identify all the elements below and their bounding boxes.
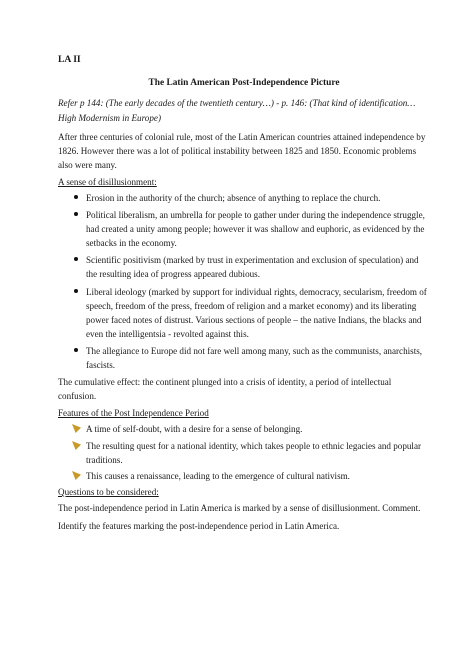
list-item-text: The resulting quest for a national identity, which takes people to ethnic legacies and popular traditions. [86,440,422,465]
doc-heading: LA II [58,54,81,65]
bullet-icon [74,212,78,216]
arrow-bullet-icon [72,441,81,450]
questions-heading: Questions to be considered: [58,486,159,497]
question-item: Identify the features marking the post-independence period in Latin America. [58,520,340,531]
intro-paragraph: After three centuries of colonial rule, most of the Latin American countries attained independence by 1826. However there was a lot of political instability between 1825 and 1850. Economic problems also were many. [58,131,426,170]
list-item [58,208,430,250]
list-item-text: A time of self-doubt, with a desire for a sense of belonging. [86,424,303,435]
question-item: The post-independence period in Latin America is marked by a sense of disillusionment. Comment. [58,502,421,513]
reference-prefix: Refer p 144 [58,98,101,109]
document-body [58,53,430,537]
list-item-text: Scientific positivism (marked by trust in experimentation and exclusion of speculation) and the resulting idea of progress appeared dubious. [86,255,419,280]
reference-line [58,96,430,124]
list-item [58,191,430,205]
list-item-text: This causes a renaissance, leading to the emergence of cultural nativism. [86,470,350,481]
list-item-text: Liberal ideology (marked by support for individual rights, democracy, secularism, freedom of speech, freedom of the press, freedom of religion and a market economy) and its liberating power faced notes of distrust. Various sections of people – the native Indians, the blacks and even the intelligentsia - revolted against this. [86,286,427,339]
list-item-text: The allegiance to Europe did not fare well among many, such as the communists, anarchists, fascists. [86,345,423,371]
bullet-icon [74,195,78,199]
list-item [58,285,430,341]
arrow-bullet-icon [72,471,81,480]
list-item [58,344,430,372]
disillusionment-list [58,191,430,372]
bullet-icon [74,289,78,293]
list-item [58,422,430,436]
arrow-bullet-icon [72,424,81,433]
list-item-text: Political liberalism, an umbrella for people to gather under during the independence struggle, had created a unity among people; however it was shallow and euphoric, as evidenced by the setbacks in the economy. [86,210,425,249]
reference-part2: : (That kind of identification…High Modernism in Europe) [58,98,416,123]
bullet-icon [74,348,78,352]
features-heading: Features of the Post Independence Period [58,408,209,419]
list-item-text: Erosion in the authority of the church; absence of anything to replace the church. [86,193,381,203]
list-item [58,253,430,281]
reference-part1: : (The early decades of the twentieth century…) - p. 146 [100,98,305,109]
list-item [58,439,430,467]
list-item [58,469,430,483]
doc-title: The Latin American Post-Independence Picture [148,77,340,88]
bullet-icon [74,257,78,261]
disillusionment-heading: A sense of disillusionment: [58,176,157,187]
cumulative-paragraph: The cumulative effect: the continent plunged into a crisis of identity, a period of intellectual confusion. [58,377,392,402]
features-list [58,422,430,482]
